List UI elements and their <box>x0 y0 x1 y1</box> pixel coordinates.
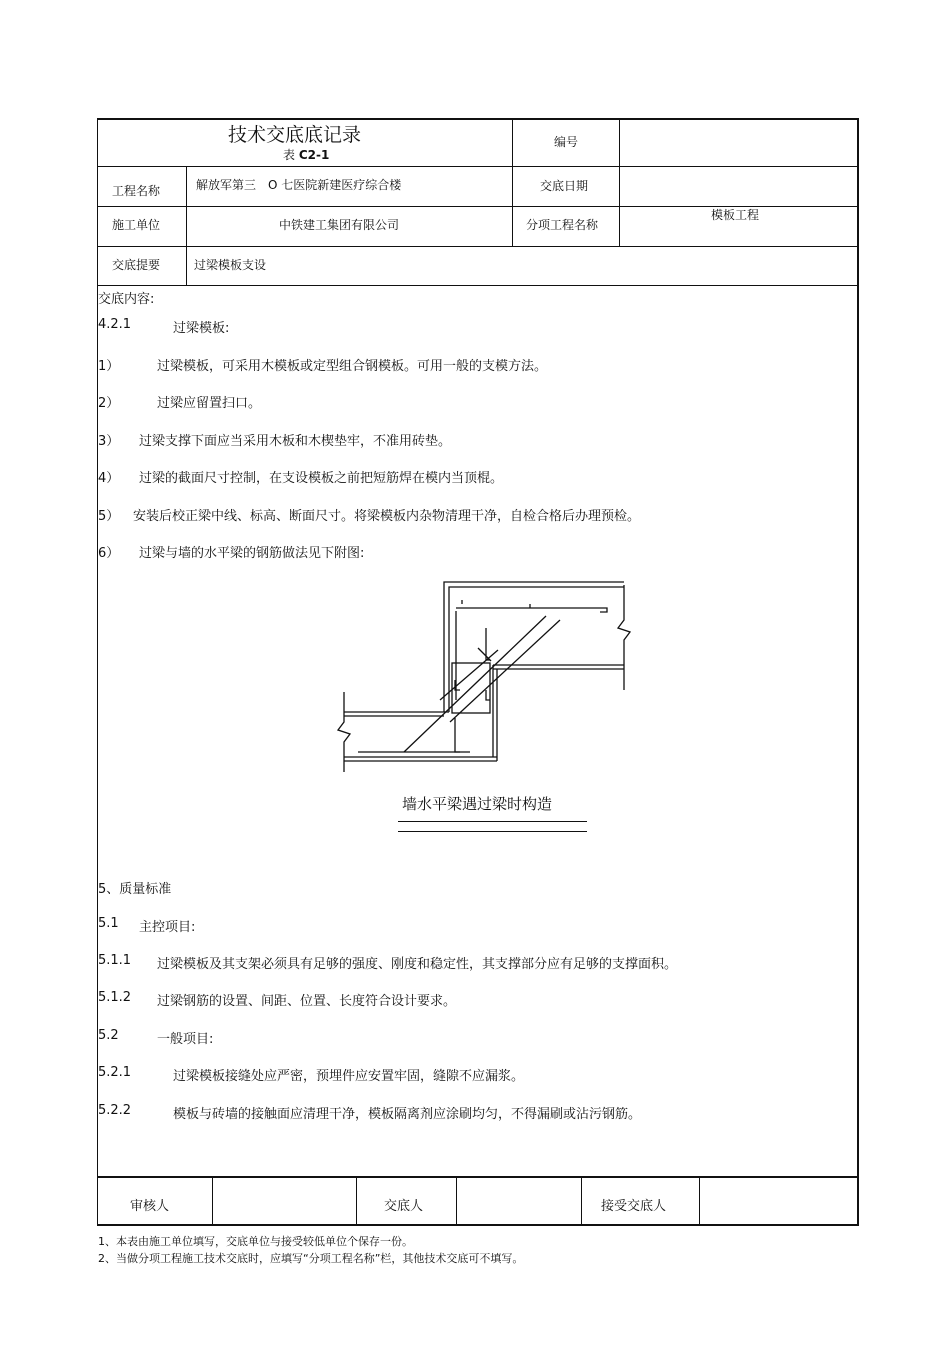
reviewer-label: 审核人 <box>130 1199 170 1214</box>
quality-number-4: 5.2 <box>98 1028 119 1043</box>
quality-text-3: 过梁钢筋的设置、间距、位置、长度符合设计要求。 <box>157 994 457 1009</box>
handover-date-label: 交底日期 <box>540 179 589 193</box>
item-number-2: 2） <box>98 396 120 411</box>
footnote-2: 2、当做分项工程施工技术交底时，应填写“分项工程名称”栏，其他技术交底可不填写。 <box>98 1252 524 1265</box>
item-number-6: 6） <box>98 546 120 561</box>
quality-text-2: 过梁模板及其支架必须具有足够的强度、刚度和稳定性，其支撑部分应有足够的支撑面积。 <box>157 957 678 972</box>
item-text-4: 过梁的截面尺寸控制，在支设模板之前把短筋焊在模内当顶棍。 <box>139 471 504 486</box>
item-number-1: 1） <box>98 359 120 374</box>
item-text-3: 过梁支撑下面应当采用木板和木楔垫牢，不准用砖垫。 <box>139 434 452 449</box>
quality-number-2: 5.1.1 <box>98 953 132 968</box>
section-title: 过梁模板: <box>173 321 230 336</box>
presenter-label: 交底人 <box>384 1199 424 1214</box>
summary-label: 交底提要 <box>112 258 161 272</box>
quality-text-1: 主控项目: <box>139 920 196 935</box>
quality-text-4: 一般项目: <box>157 1032 214 1047</box>
subproject-name-label: 分项工程名称 <box>526 218 599 232</box>
section-number: 4.2.1 <box>98 317 132 332</box>
receiver-label: 接受交底人 <box>601 1199 667 1214</box>
content-heading: 交底内容: <box>98 292 155 307</box>
construction-unit-label: 施工单位 <box>112 218 161 232</box>
quality-number-6: 5.2.2 <box>98 1103 132 1118</box>
item-text-1: 过梁模板，可采用木模板或定型组合钢模板。可用一般的支模方法。 <box>157 359 548 374</box>
footnote-1: 1、本表由施工单位填写，交底单位与接受较低单位个保存一份。 <box>98 1235 413 1248</box>
form-code-prefix: 表 <box>283 148 296 162</box>
item-text-5: 安装后校正梁中线、标高、断面尺寸。将梁模板内杂物清理干净，自检合格后办理预检。 <box>133 509 641 524</box>
quality-number-5: 5.2.1 <box>98 1065 132 1080</box>
subproject-name-value[interactable]: 模板工程 <box>711 208 760 222</box>
figure-caption: 墙水平梁遇过梁时构造 <box>402 795 553 813</box>
item-text-6: 过梁与墙的水平梁的钢筋做法见下附图: <box>139 546 365 561</box>
item-number-5: 5） <box>98 509 120 524</box>
quality-text-6: 模板与砖墙的接触面应清理干净，模板隔离剂应涂刷均匀，不得漏刷或沾污钢筋。 <box>173 1107 642 1122</box>
construction-unit-value[interactable]: 中铁建工集团有限公司 <box>279 218 400 232</box>
summary-value[interactable]: 过梁模板支设 <box>194 258 267 272</box>
item-text-2: 过梁应留置扫口。 <box>157 396 262 411</box>
page-title: 技术交底底记录 <box>228 124 362 146</box>
caption-underline-1 <box>398 821 587 822</box>
form-code-value: C2-1 <box>298 148 330 162</box>
project-name-label: 工程名称 <box>112 184 161 198</box>
quality-heading: 5、质量标准 <box>98 882 172 897</box>
number-label: 编号 <box>554 135 579 149</box>
quality-text-5: 过梁模板接缝处应严密，预埋件应安置牢固，缝隙不应漏浆。 <box>173 1069 525 1084</box>
project-name-value[interactable]: 解放军第三 O 七医院新建医疗综合楼 <box>196 178 402 192</box>
quality-number-1: 5.1 <box>98 916 119 931</box>
item-number-3: 3） <box>98 434 120 449</box>
item-number-4: 4） <box>98 471 120 486</box>
caption-underline-2 <box>398 831 587 832</box>
quality-number-3: 5.1.2 <box>98 990 132 1005</box>
